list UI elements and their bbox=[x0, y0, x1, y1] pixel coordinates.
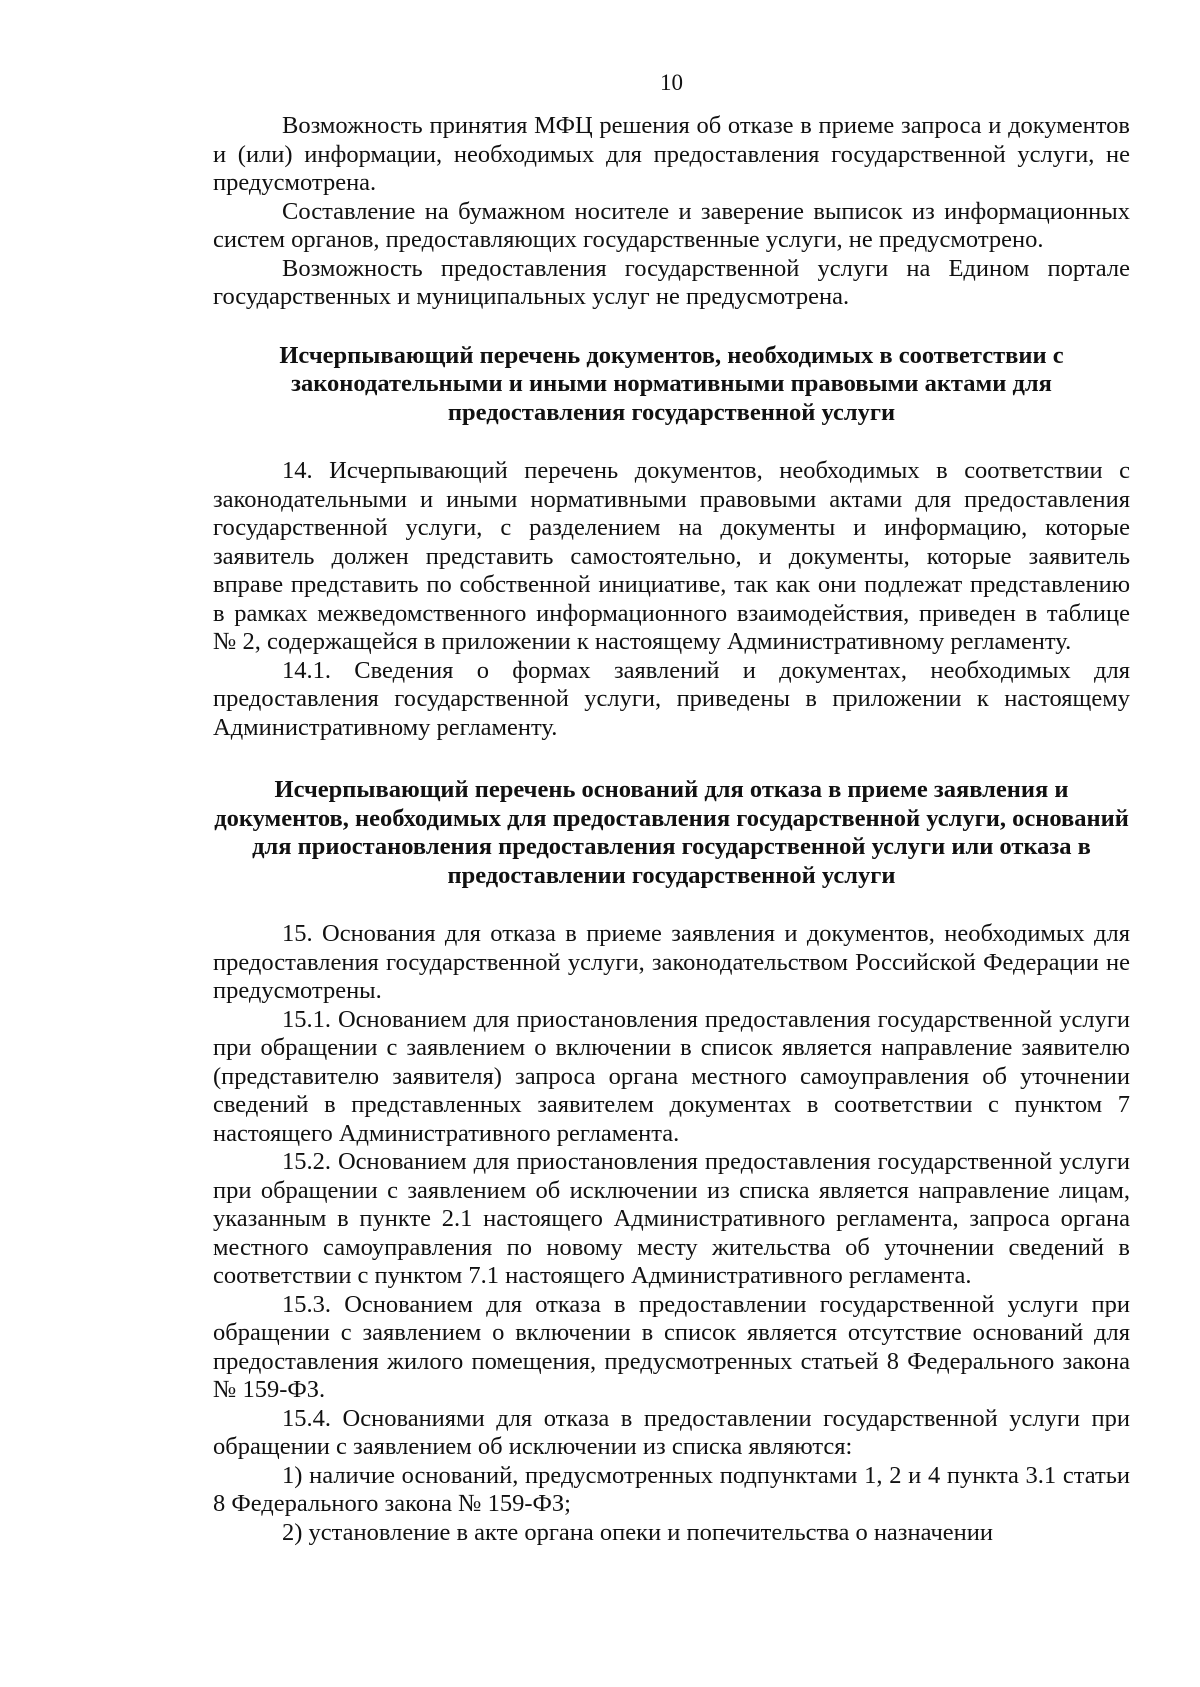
paragraph: 15. Основания для отказа в приеме заявления и документов, необходимых для предоставления государственной услуги, законодательством Российской Федерации не предусмотрены. bbox=[213, 920, 1130, 1004]
paragraph: 15.2. Основанием для приостановления предоставления государственной услуги при обращении с заявлением об исключении из списка является направление лицам, указанным в пункте 2.1 настоящего Административного регламента, запроса органа местного самоуправления по новому месту жительства об уточнении сведений в соответствии с пунктом 7.1 настоящего Административного регламента. bbox=[213, 1148, 1130, 1289]
list-item: 2) установление в акте органа опеки и попечительства о назначении bbox=[282, 1518, 994, 1546]
list-item: 1) наличие оснований, предусмотренных подпунктами 1, 2 и 4 пункта 3.1 статьи 8 Федерального закона № 159-ФЗ; bbox=[213, 1461, 1130, 1517]
paragraph: 15.1. Основанием для приостановления предоставления государственной услуги при обращении с заявлением о включении в список является направление заявителю (представителю заявителя) запроса органа местного самоуправления об уточнении сведений в представленных заявителем документах в соответствии с пунктом 7 настоящего Административного регламента. bbox=[213, 1005, 1130, 1147]
paragraph: 14. Исчерпывающий перечень документов, необходимых в соответствии с законодательными и иными нормативными правовыми актами для предоставления государственной услуги, с разделением на документы и информацию, которые заявитель должен представить самостоятельно, и документы, которые заявитель вправе представить по собственной инициативе, так как они подлежат представлению в рамках межведомственного информационного взаимодействия, приведен в таблице № 2, содержащейся в приложении к настоящему Административному регламенту. bbox=[213, 457, 1130, 655]
paragraph: 15.3. Основанием для отказа в предоставлении государственной услуги при обращении с заявлением о включении в список является отсутствие оснований для предоставления жилого помещения, предусмотренных статьей 8 Федерального закона № 159-ФЗ. bbox=[213, 1290, 1130, 1403]
paragraph: Составление на бумажном носителе и заверение выписок из информационных систем органов, предоставляющих государственные услуги, не предусмотрено. bbox=[213, 197, 1130, 253]
paragraph: Возможность предоставления государственной услуги на Едином портале государственных и муниципальных услуг не предусмотрена. bbox=[213, 254, 1130, 310]
page-number: 10 bbox=[660, 70, 683, 95]
paragraph: 15.4. Основаниями для отказа в предоставлении государственной услуги при обращении с заявлением об исключении из списка являются: bbox=[213, 1404, 1130, 1460]
section-heading: Исчерпывающий перечень документов, необходимых в соответствии с законодательными и иными нормативными правовыми актами для предоставления государственной услуги bbox=[279, 341, 1064, 426]
section-heading: Исчерпывающий перечень оснований для отказа в приеме заявления и документов, необходимых для предоставления государственной услуги, оснований для приостановления предоставления государственной услуги или отказа в предоставлении государственной услуги bbox=[214, 776, 1129, 889]
paragraph: 14.1. Сведения о формах заявлений и документах, необходимых для предоставления государственной услуги, приведены в приложении к настоящему Административному регламенту. bbox=[213, 656, 1130, 741]
paragraph: Возможность принятия МФЦ решения об отказе в приеме запроса и документов и (или) информации, необходимых для предоставления государственной услуги, не предусмотрена. bbox=[213, 112, 1130, 196]
